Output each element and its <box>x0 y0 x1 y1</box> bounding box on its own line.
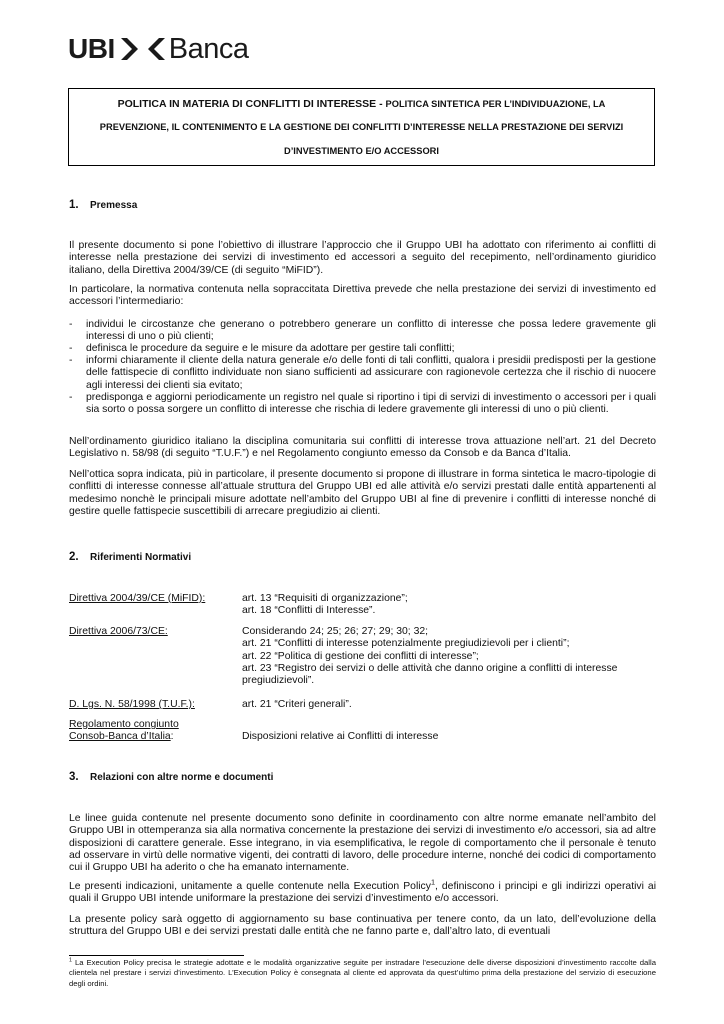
section-2-title: Riferimenti Normativi <box>90 552 192 563</box>
footnote-divider <box>69 955 244 956</box>
reference-detail <box>242 593 656 618</box>
reference-detail <box>242 626 656 687</box>
logo-ubi-text: UBI <box>68 33 115 64</box>
list-item <box>69 319 656 344</box>
footnote <box>69 958 656 989</box>
reference-line: Considerando 24; 25; 26; 27; 29; 30; 32; <box>242 626 429 637</box>
reference-detail <box>242 699 656 711</box>
section-3-title: Relazioni con altre norme e documenti <box>90 772 274 783</box>
reference-line: art. 13 “Requisiti di organizzazione”; <box>242 593 408 604</box>
reference-label <box>69 626 168 638</box>
reference-detail <box>242 731 656 743</box>
document-title-box <box>68 88 655 166</box>
section-3-heading <box>69 771 273 783</box>
logo-arrows-icon <box>121 36 165 62</box>
reference-line: art. 18 “Conflitti di Interesse”. <box>242 605 376 617</box>
section-1-number: 1. <box>69 199 79 211</box>
reference-line: art. 21 “Conflitti di interesse potenzialmente pregiudizievoli per i clienti”; <box>242 638 570 650</box>
reference-label-text: Regolamento congiunto <box>69 719 179 730</box>
title-line-1 <box>69 98 654 110</box>
list-item-text: predisponga e aggiorni periodicamente un registro nel quale si riportino i tipi di servizi di investimento o accessori per i quali sia sorto o possa sorgere un conflitto di interesse che rischia di ledere gravemente gli interessi di uno o più clienti. <box>86 392 656 416</box>
reference-label-text: Direttiva 2006/73/CE: <box>69 626 168 637</box>
section-3-paragraph-2 <box>69 877 656 906</box>
bullet-dash: - <box>69 319 73 330</box>
list-item <box>69 343 656 355</box>
section-1-paragraph-1: Il presente documento si pone l’obiettivo di illustrare l’approccio che il Gruppo UBI ha adottato con riferimento ai conflitti di interesse nella prestazione dei servizi di investimento ed accessori a seguito del recepimento, nell’ordinamento giuridico italiano, della Direttiva 2004/39/CE (di seguito “MiFID”). <box>69 240 656 276</box>
section-1-paragraph-4: Nell’ottica sopra indicata, più in particolare, il presente documento si propone di illustrare in forma sintetica le macro-tipologie di conflitti di interesse connesse all’attuale struttura del Gruppo UBI ed alle attività e/o servizi prestati dalle entità appartenenti al medesimo nonchè le principali misure adottate nell’ambito del Gruppo UBI al fine di prevenire i conflitti di interesse nonché di gestire quelle fattispecie suscettibili di arrecare pregiudizio ai clienti. <box>69 469 656 517</box>
title-line-1-rest: POLITICA SINTETICA PER L’INDIVIDUAZIONE, LA <box>385 99 606 109</box>
section-1-heading <box>69 199 137 211</box>
reference-line: art. 22 “Politica di gestione dei conflitti di interesse”; <box>242 650 479 662</box>
section-2-number: 2. <box>69 551 79 563</box>
section-1-paragraph-3: Nell’ordinamento giuridico italiano la disciplina comunitaria sui conflitti di interesse trova attuazione nell’art. 21 del Decreto Legislativo n. 58/98 (di seguito “T.U.F.”) e nel Regolamento congiunto emesso da Consob e da Banca d’Italia. <box>69 436 656 460</box>
footnote-text: La Execution Policy precisa le strategie adottate e le modalità organizzative seguite per instradare l’esecuzione delle diverse disposizioni d’investimento raccolte dalla clientela nel prestare i servizi d’investimento. L’Execution Policy è consegnata al cliente ed approvata da quest’ultimo prima della prestazione del servizio di esecuzione degli ordini. <box>69 958 656 988</box>
list-item-text: informi chiaramente il cliente della natura generale e/o delle fonti di tali conflitti, qualora i presidii predisposti per la gestione delle fattispecie di conflitto individuate non siano sufficienti ad assicurare con ragionevole certezza che il rischio di nuocere agli interessi dei clienti sia evitato; <box>86 355 656 391</box>
paragraph-text: , definiscono i principi e gli indirizzi operativi ai quali il Gruppo UBI intende uniformare la prestazione dei servizi d’investimento e/o accessori. <box>69 881 656 905</box>
reference-label-text: Consob-Banca d’Italia <box>69 731 171 743</box>
reference-line: Disposizioni relative ai Conflitti di interesse <box>242 731 439 742</box>
section-1-paragraph-2: In particolare, la normativa contenuta nella sopraccitata Direttiva prevede che nella prestazione dei servizi di investimento ed accessori l’intermediario: <box>69 284 656 308</box>
bullet-dash: - <box>69 392 73 403</box>
list-item <box>69 392 656 417</box>
paragraph-text: Le presenti indicazioni, unitamente a quelle contenute nella Execution Policy <box>69 881 431 892</box>
reference-line: art. 21 “Criteri generali”. <box>242 699 352 710</box>
reference-label-text: D. Lgs. N. 58/1998 (T.U.F.): <box>69 699 195 710</box>
section-2-heading <box>69 551 191 563</box>
title-line-2: PREVENZIONE, IL CONTENIMENTO E LA GESTIONE DEI CONFLITTI D’INTERESSE NELLA PRESTAZIONE DEI SERVIZI <box>99 122 624 132</box>
list-item <box>69 355 656 392</box>
section-3-number: 3. <box>69 771 79 783</box>
ubi-banca-logo <box>68 32 248 66</box>
reference-label <box>69 699 195 711</box>
bullet-dash: - <box>69 343 73 354</box>
section-1-title: Premessa <box>90 200 138 211</box>
title-main: POLITICA IN MATERIA DI CONFLITTI DI INTERESSE - <box>117 98 386 110</box>
section-3-paragraph-1: Le linee guida contenute nel presente documento sono definite in coordinamento con altre norme emanate nell’ambito del Gruppo UBI in ottemperanza sia alla normativa concernente la prestazione dei servizi di investimento e/o accessori, sia ad altre disposizioni di carattere generale. Esse integrano, in via esemplificativa, le regole di comportamento che il personale è tenuto ad osservare in virtù delle normative vigenti, dei contratti di lavoro, delle procedure interne, nonché dei codici di comportamento cui il Gruppo UBI ha aderito o che ha emanato internamente. <box>69 813 656 874</box>
bullet-dash: - <box>69 355 73 366</box>
list-item-text: definisca le procedure da seguire e le misure da adottare per gestire tali conflitti; <box>86 343 455 354</box>
reference-label-colon: : <box>170 731 174 743</box>
list-item-text: individui le circostanze che generano o potrebbero generare un conflitto di interesse che possa ledere gravemente gli interessi di uno o più clienti; <box>86 319 656 343</box>
reference-line: art. 23 “Registro dei servizi o delle attività che danno origine a conflitti di interesse pregiudizievoli”. <box>242 662 618 687</box>
reference-label <box>69 719 179 744</box>
reference-label <box>69 593 205 605</box>
logo-banca-text: Banca <box>168 32 249 65</box>
footnote-mark: 1 <box>69 957 72 964</box>
title-line-3: D’INVESTIMENTO E/O ACCESSORI <box>284 146 439 156</box>
footnote-ref[interactable]: 1 <box>430 877 435 887</box>
section-3-paragraph-3: La presente policy sarà oggetto di aggiornamento su base continuativa per tenere conto, da un lato, dell’evoluzione della struttura del Gruppo UBI e dei servizi prestati dalle entità che ne fanno parte e, dall’altro lato, di eventuali <box>69 914 656 938</box>
reference-label-text: Direttiva 2004/39/CE (MiFID): <box>69 593 206 604</box>
